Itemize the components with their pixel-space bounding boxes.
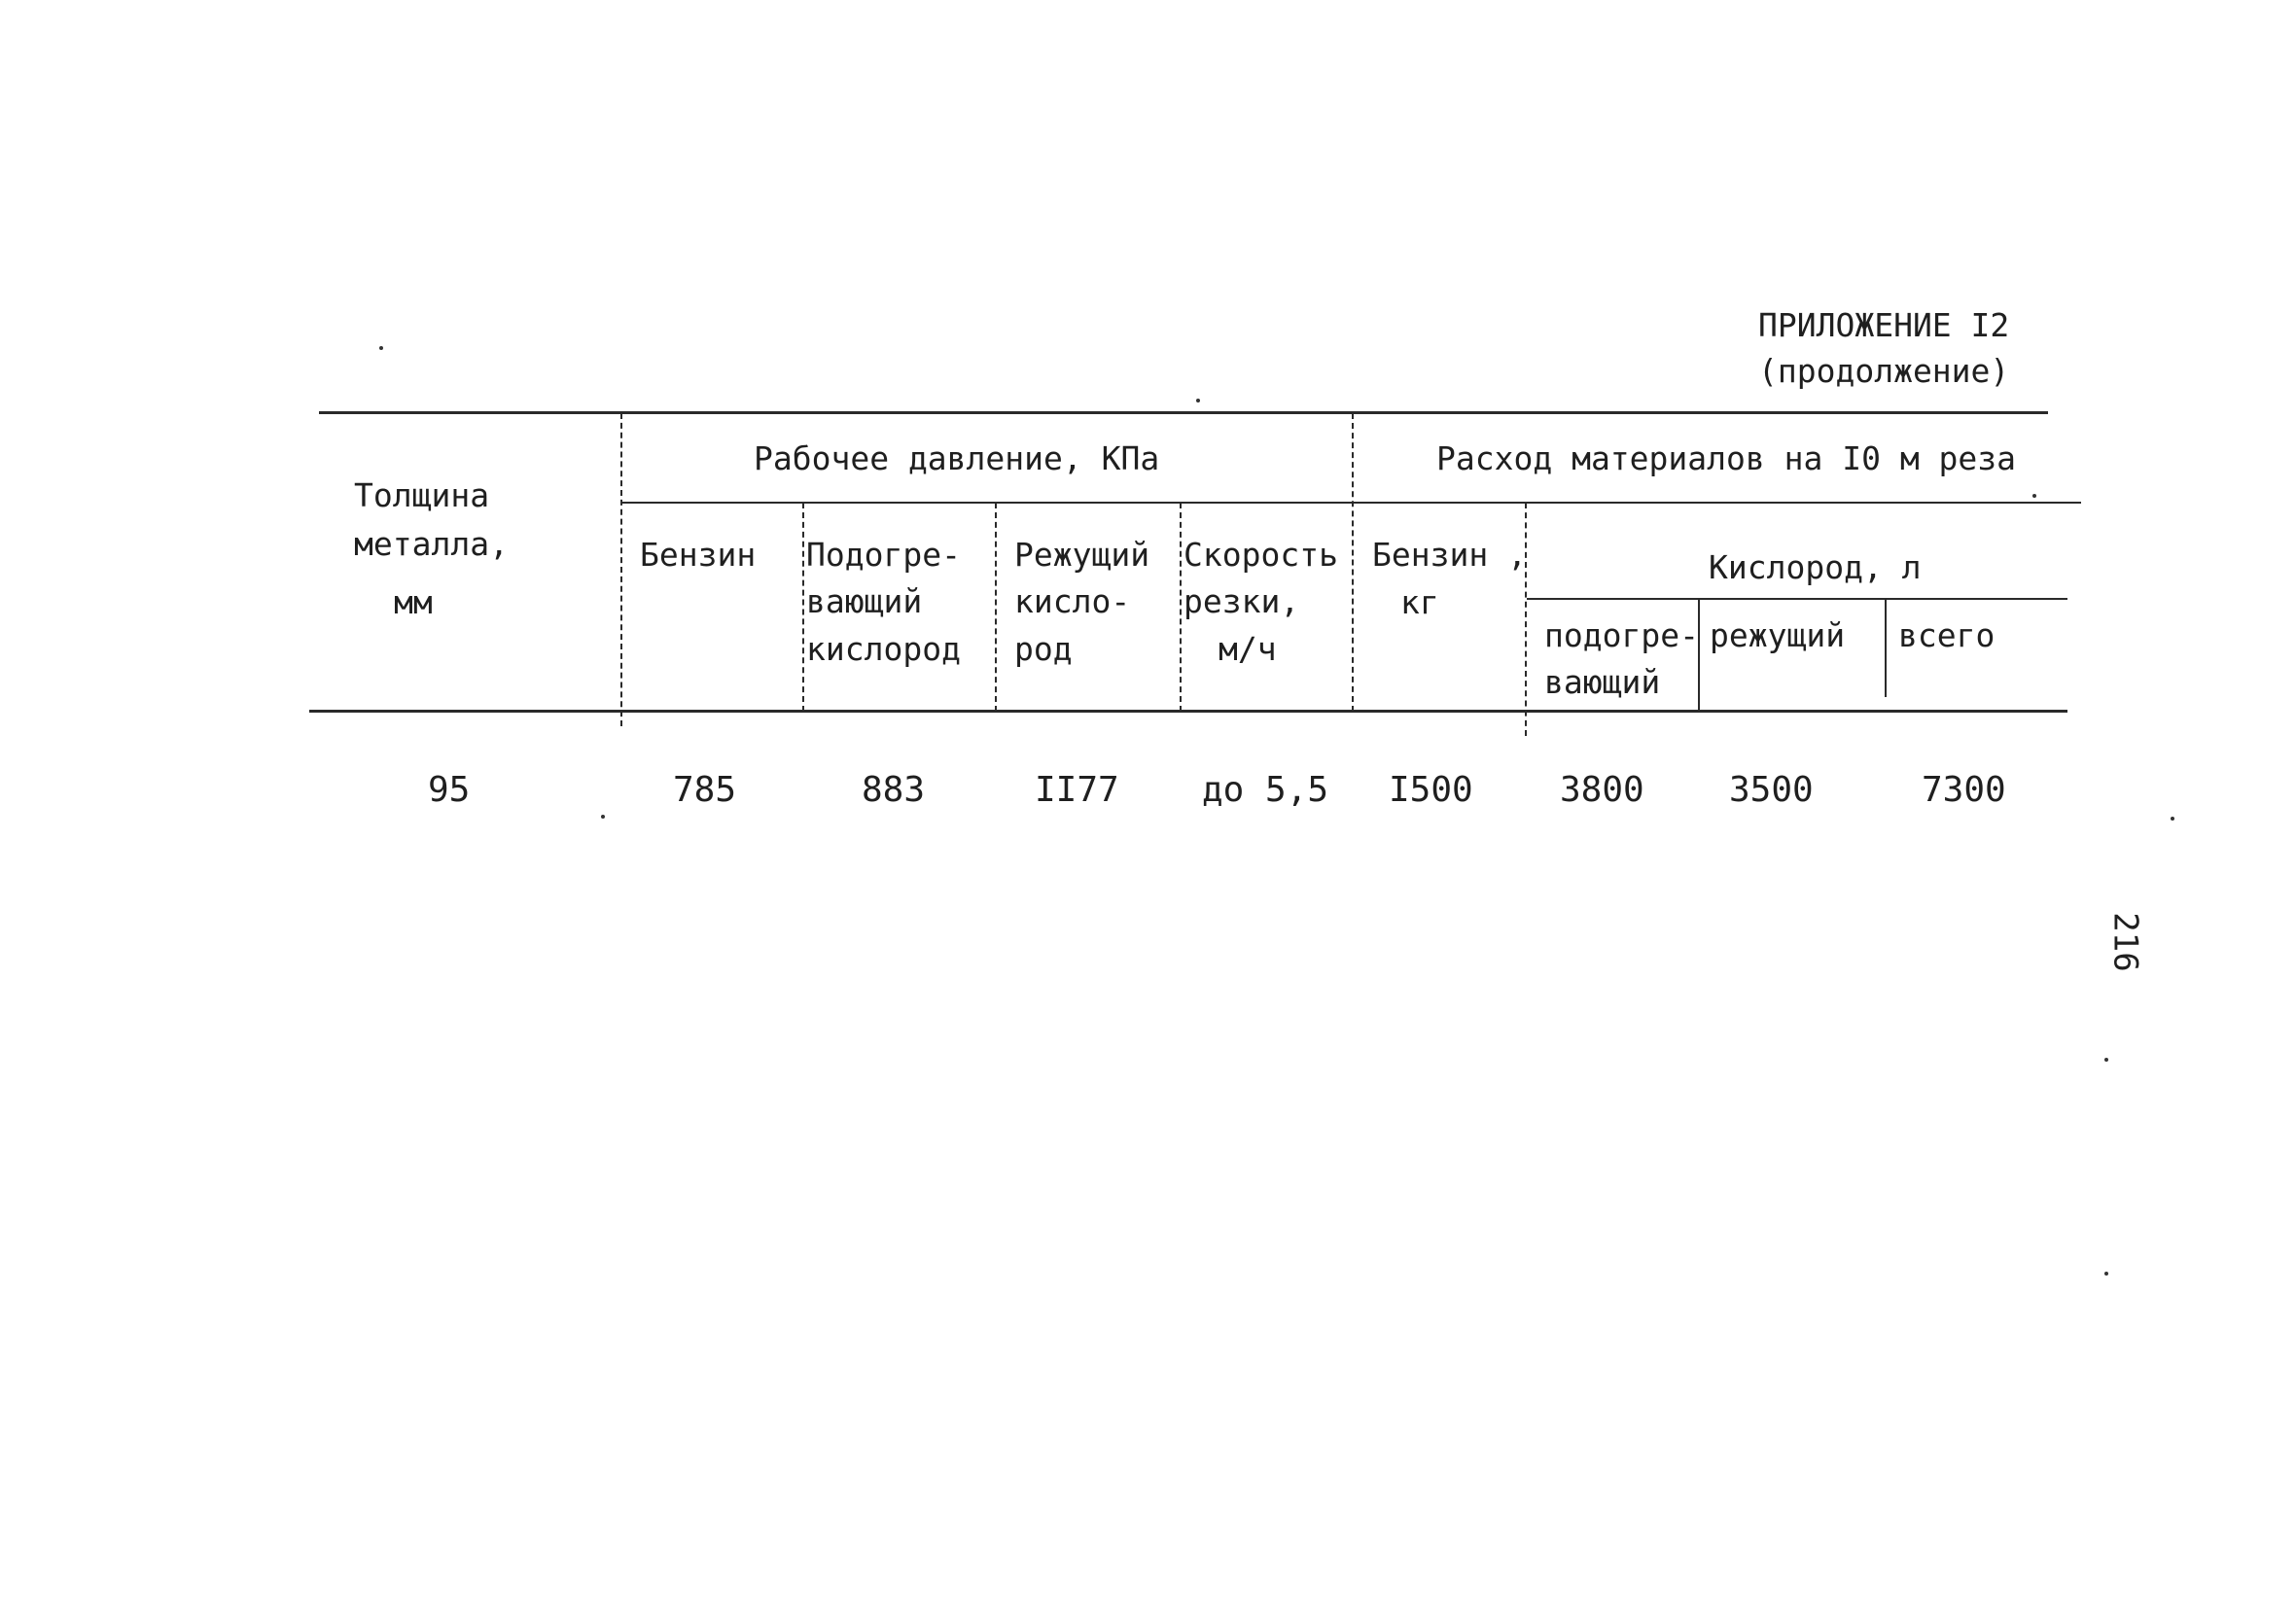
header-oxygen-preheat-line2: вающий <box>1544 663 1661 701</box>
scan-speck <box>601 815 605 819</box>
scan-speck <box>2032 494 2036 498</box>
col-sep-2 <box>802 503 804 712</box>
header-benzin-consumption-line1: Бензин , <box>1372 536 1527 574</box>
header-oxygen-cutting: режущий <box>1710 616 1846 654</box>
consumption-group-rule <box>1354 502 2081 504</box>
row-benzin: 785 <box>673 770 737 810</box>
header-bottom-rule <box>309 710 2067 713</box>
appendix-title: ПРИЛОЖЕНИЕ I2 <box>1758 306 2010 344</box>
row-preheat-oxygen: 883 <box>862 770 926 810</box>
header-benzin: Бензин <box>640 536 757 574</box>
header-preheat-oxygen-line1: Подогре- <box>806 536 961 574</box>
scan-speck <box>2104 1058 2108 1062</box>
row-cutting-oxygen: II77 <box>1035 770 1119 810</box>
header-speed-line1: Скорость <box>1183 536 1338 574</box>
header-preheat-oxygen-line3: кислород <box>806 630 961 668</box>
scan-speck <box>379 346 383 350</box>
pressure-group-rule <box>622 502 1352 504</box>
header-speed-line2: резки, <box>1183 582 1300 620</box>
table-top-rule <box>319 411 2048 414</box>
header-preheat-oxygen-line2: вающий <box>806 582 923 620</box>
col-sep-5 <box>1352 413 1354 712</box>
header-thickness-line1: Толщина <box>354 476 490 514</box>
header-oxygen-total: всего <box>1898 616 1996 654</box>
header-cutting-oxygen-line1: Режущий <box>1014 536 1150 574</box>
header-thickness-line3: мм <box>394 583 433 621</box>
row-oxygen-total: 7300 <box>1922 770 2006 810</box>
row-thickness: 95 <box>428 770 471 810</box>
col-sep-8 <box>1885 600 1887 697</box>
scan-speck <box>1196 399 1200 402</box>
header-cutting-oxygen-line3: род <box>1014 630 1073 668</box>
col-sep-3 <box>995 503 997 712</box>
header-cutting-oxygen-line2: кисло- <box>1014 582 1131 620</box>
appendix-subtitle: (продолжение) <box>1758 352 2010 390</box>
header-consumption-group: Расход материалов на I0 м реза <box>1436 439 2017 477</box>
row-benzin-consumption: I500 <box>1389 770 1473 810</box>
row-speed: до 5,5 <box>1202 770 1329 810</box>
header-oxygen-preheat-line1: подогре- <box>1544 616 1699 654</box>
row-oxygen-preheat: 3800 <box>1560 770 1644 810</box>
header-speed-line3: м/ч <box>1219 630 1277 668</box>
header-benzin-consumption-line2: кг <box>1400 583 1439 621</box>
col-sep-4 <box>1180 503 1182 712</box>
header-oxygen-subgroup: Кислород, л <box>1709 548 1922 586</box>
page-number: 216 <box>2105 912 2145 972</box>
col-sep-1 <box>620 413 622 726</box>
row-oxygen-cutting: 3500 <box>1729 770 1814 810</box>
oxygen-subgroup-rule <box>1527 598 2067 600</box>
scan-speck <box>2171 817 2174 821</box>
header-pressure-group: Рабочее давление, КПа <box>754 439 1160 477</box>
header-thickness-line2: металла, <box>354 525 509 563</box>
scan-speck <box>2104 1272 2108 1276</box>
